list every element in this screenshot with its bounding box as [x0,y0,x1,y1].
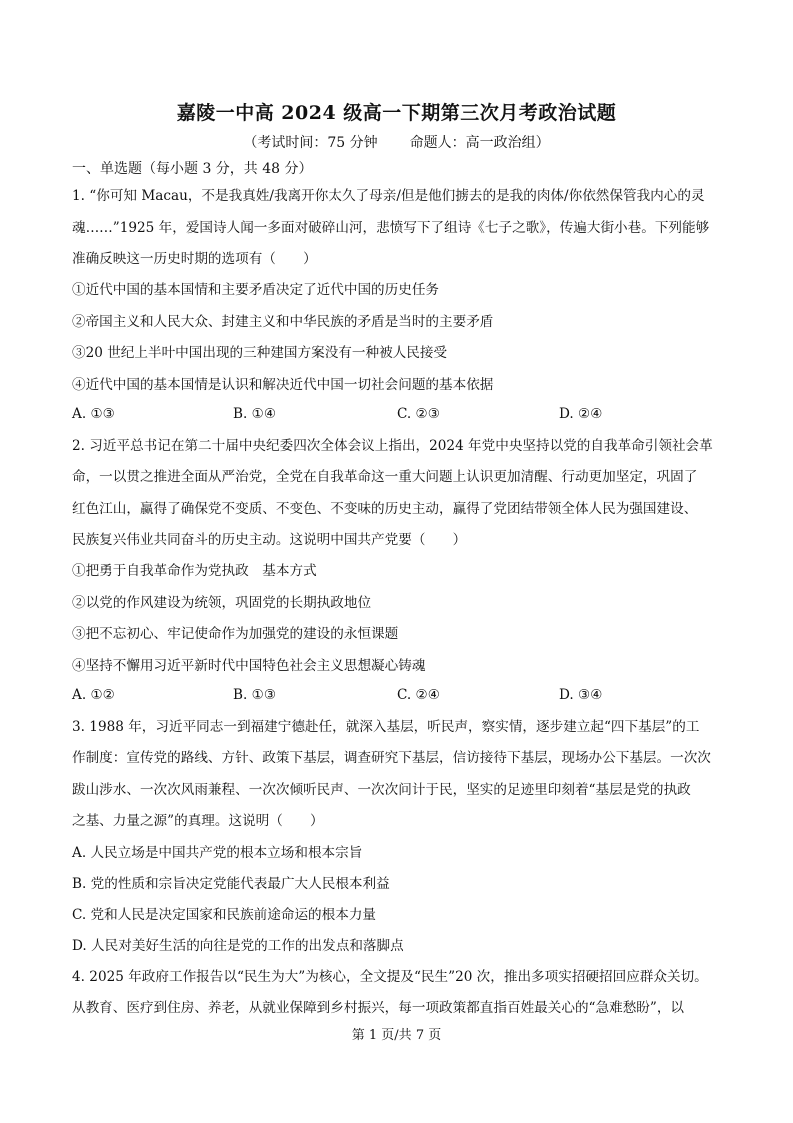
question-2-line-4: 民族复兴伟业共同奋斗的历史主动。这说明中国共产党要（ ） [72,532,467,548]
question-2-option-b: B. ①③ [233,687,277,703]
question-3-line-4: 之基、力量之源”的真理。这说明（ ） [72,813,324,829]
question-3-choice-c: C. 党和人民是决定国家和民族前途命运的根本力量 [72,907,377,923]
question-1-statement-3: ③20 世纪上半叶中国出现的三种建国方案没有一种被人民接受 [72,345,448,361]
question-3-line-2: 作制度：宣传党的路线、方针、政策下基层，调查研究下基层，信访接待下基层，现场办公下基层。一次次 [72,750,711,766]
question-1-statement-1: ①近代中国的基本国情和主要矛盾决定了近代中国的历史任务 [72,282,440,298]
exam-time: （考试时间：75 分钟 [243,135,378,151]
question-2-statement-2: ②以党的作风建设为统领，巩固党的长期执政地位 [72,595,372,611]
question-1-line-1: 1. “你可知 Macau，不是我真姓/我离开你太久了母亲/但是他们掳去的是我的肉体/你依然保管我内心的灵 [72,188,705,204]
question-2-line-2: 命，一以贯之推进全面从严治党，全党在自我革命这一重大问题上认识更加清醒、行动更加坚定，巩固了 [72,469,698,485]
question-2-line-3: 红色江山，赢得了确保党不变质、不变色、不变味的历史主动，赢得了党团结带领全体人民为强国建设、 [72,501,698,517]
question-3-choice-d: D. 人民对美好生活的向往是党的工作的出发点和落脚点 [72,938,404,954]
question-2-option-c: C. ②④ [397,687,440,703]
question-1-option-d: D. ②④ [559,406,603,422]
page-footer: 第 1 页/共 7 页 [351,1028,442,1043]
question-1-option-c: C. ②③ [397,406,440,422]
question-4-line-1: 4. 2025 年政府工作报告以“民生为大”为核心，全文提及“民生”20 次，推出多项实招硬招回应群众关切。 [72,969,708,985]
question-2-line-1: 2. 习近平总书记在第二十届中央纪委四次全体会议上指出，2024 年党中央坚持以党的自我革命引领社会革 [72,438,713,454]
question-2-option-a: A. ①② [72,687,115,703]
question-2-statement-4: ④坚持不懈用习近平新时代中国特色社会主义思想凝心铸魂 [72,658,426,674]
question-2-option-d: D. ③④ [559,687,603,703]
question-3-choice-b: B. 党的性质和宗旨决定党能代表最广大人民根本利益 [72,876,390,892]
question-1-statement-2: ②帝国主义和人民大众、封建主义和中华民族的矛盾是当时的主要矛盾 [72,314,494,330]
question-1-line-3: 准确反映这一历史时期的选项有（ ） [72,251,317,267]
question-1-options [72,406,722,426]
question-3-line-3: 跋山涉水、一次次风雨兼程、一次次倾听民声、一次次问计于民，坚实的足迹里印刻着“基层是党的执政 [72,782,691,798]
question-4-line-2: 从教育、医疗到住房、养老，从就业保障到乡村振兴，每一项政策都直指百姓最关心的“急难愁盼”，以 [72,1000,685,1016]
exam-title: 嘉陵一中高 2024 级高一下期第三次月考政治试题 [176,102,617,124]
question-3-line-1: 3. 1988 年，习近平同志一到福建宁德赴任，就深入基层，听民声，察实情，逐步建立起“四下基层”的工 [72,719,700,735]
question-2-options [72,687,722,707]
question-1-statement-4: ④近代中国的基本国情是认识和解决近代中国一切社会问题的基本依据 [72,377,494,393]
question-1-option-a: A. ①③ [72,406,115,422]
question-3-choice-a: A. 人民立场是中国共产党的根本立场和根本宗旨 [72,845,363,861]
question-1-option-b: B. ①④ [233,406,277,422]
question-2-statement-3: ③把不忘初心、牢记使命作为加强党的建设的永恒课题 [72,626,399,642]
question-2-statement-1: ①把勇于自我革命作为党执政 基本方式 [72,563,317,579]
exam-setter: 命题人：高一政治组） [409,135,550,151]
section-heading: 一、单选题（每小题 3 分，共 48 分） [72,161,313,177]
exam-subtitle [0,132,793,152]
question-1-line-2: 魂……”1925 年，爱国诗人闻一多面对破碎山河，悲愤写下了组诗《七子之歌》，传遍大街小巷。下列能够 [72,220,710,236]
